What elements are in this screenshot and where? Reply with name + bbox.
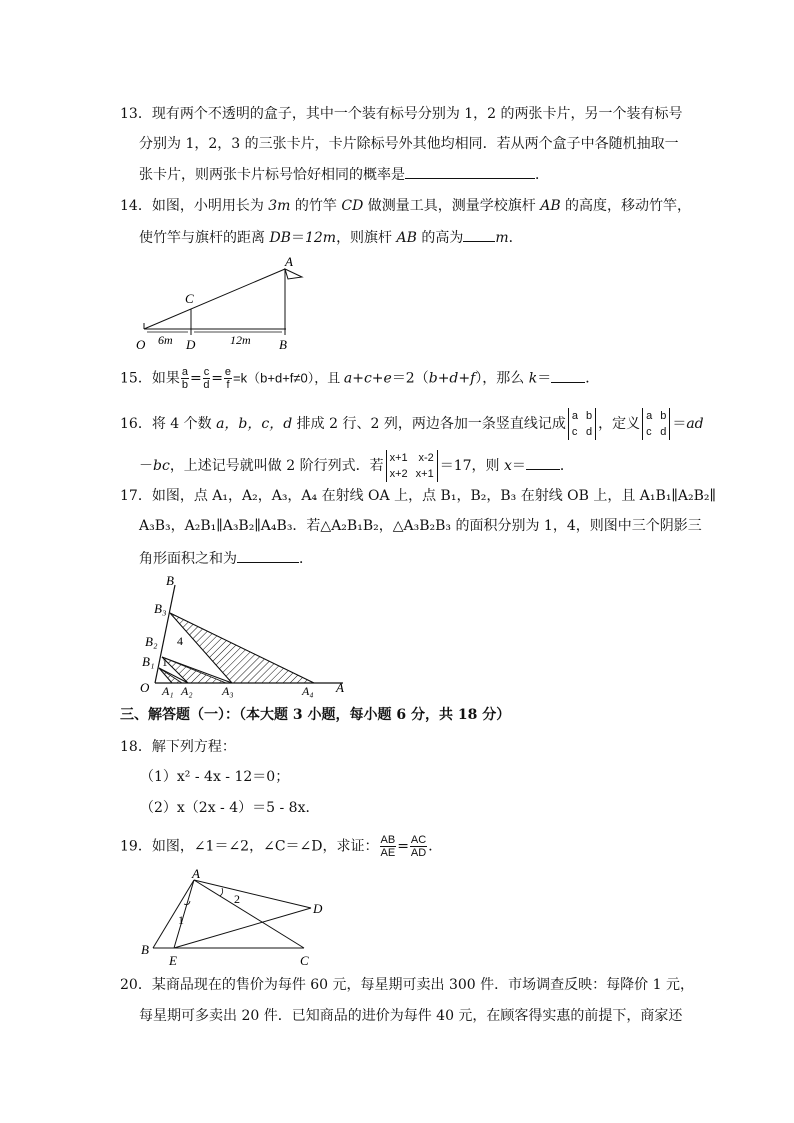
- q15-text: 15．如果: [120, 370, 180, 387]
- q14-dist: 12m: [304, 230, 337, 246]
- frac-num: AB: [380, 834, 396, 846]
- q16-text: ，上述记号就叫做 2 阶行列式．若: [169, 458, 384, 474]
- label-B1: B₁: [142, 654, 155, 669]
- q16-vars: a，b，c，d: [216, 416, 293, 432]
- frac-den: d: [203, 379, 210, 391]
- q13-line3-text: 张卡片，则两张卡片标号恰好相同的概率是: [139, 167, 405, 183]
- frac-den: AD: [410, 847, 427, 859]
- q16-text: ＝: [511, 458, 526, 474]
- q16-line2: [139, 450, 574, 482]
- q19-line: [120, 834, 442, 859]
- determinant-3: [386, 450, 438, 482]
- fraction-ac-ad: [410, 834, 427, 859]
- q14-text: ，则旗杆: [336, 230, 397, 246]
- det-cell: a: [571, 410, 578, 422]
- det-cell: d: [585, 426, 593, 438]
- q17-line3: [139, 548, 313, 569]
- label-A3: A₃: [222, 684, 234, 698]
- q14-end: ．: [508, 230, 523, 246]
- label-D: D: [313, 901, 323, 916]
- determinant-1: [568, 408, 596, 440]
- q14-db: DB: [269, 230, 291, 246]
- q14-text: 使竹竿与旗杆的距离: [139, 230, 270, 246]
- q15-text: ＝: [537, 370, 552, 387]
- label-B: B: [279, 337, 287, 352]
- label-B: B: [166, 573, 174, 588]
- q16-ad: ad: [686, 416, 704, 432]
- frac-num: e: [224, 366, 232, 378]
- label-E: E: [169, 953, 177, 968]
- q14-unit: m: [495, 230, 509, 246]
- q16-text: －: [139, 458, 153, 474]
- frac-num: a: [181, 366, 188, 378]
- label-A4: A₄: [302, 684, 314, 698]
- q14-ab2: AB: [396, 230, 417, 246]
- answer-blank: [551, 368, 585, 383]
- section-heading: 三、解答题（一）：（本大题 3 小题，每小题 6 分，共 18 分）: [120, 707, 511, 723]
- label-A2: A₂: [181, 684, 193, 698]
- det-cell: a: [646, 410, 653, 422]
- det-cell: c: [646, 426, 652, 438]
- det-cell: x+1: [415, 468, 434, 480]
- q14-text: 的竹竿: [290, 198, 342, 214]
- fraction-a-b: [181, 366, 189, 391]
- q13-line1: 13．现有两个不透明的盒子，其中一个装有标号分别为 1，2 的两张卡片，另一个装有标号: [120, 106, 683, 122]
- label-A: A: [336, 680, 344, 695]
- q16-x: x: [503, 458, 512, 474]
- q20-line2: 每星期可多卖出 20 件．已知商品的进价为每件 40 元，在顾客得实惠的前提下，商家还: [139, 1008, 683, 1024]
- label-6m: 6m: [158, 333, 173, 347]
- det-cell: x-2: [418, 452, 434, 464]
- area-label-1: 1: [162, 657, 168, 669]
- label-C: C: [300, 953, 309, 968]
- label-A: A: [192, 868, 200, 881]
- q15-text: ），那么: [475, 370, 529, 387]
- q19-figure: [138, 868, 338, 968]
- q14-text: 14．如图，小明用长为: [120, 198, 269, 214]
- q18-part1: （1）x² - 4x - 12＝0；: [140, 769, 290, 785]
- det-cell: x+2: [389, 468, 408, 480]
- q18-title: 18．解下列方程：: [120, 739, 236, 755]
- label-A1: A₁: [162, 684, 174, 698]
- frac-num: c: [203, 366, 210, 378]
- q14-text: 做测量工具，测量学校旗杆: [363, 198, 541, 214]
- answer-blank: [526, 455, 560, 470]
- q17-figure: [138, 573, 353, 701]
- frac-den: f: [226, 379, 230, 391]
- det-cell: b: [660, 410, 667, 422]
- answer-blank: [405, 164, 535, 179]
- answer-blank: [463, 227, 495, 242]
- frac-den: b: [181, 379, 188, 391]
- q14-text: ＝: [290, 230, 305, 246]
- fraction-e-f: [224, 366, 232, 391]
- q15-k: k: [528, 370, 538, 387]
- q18-part2: （2）x（2x - 4）＝5 - 8x．: [140, 800, 320, 816]
- q14-figure: [130, 255, 310, 355]
- q13-line3: [139, 164, 549, 185]
- frac-num: AC: [410, 834, 427, 846]
- q14-text: 的高为: [416, 230, 464, 246]
- q16-text: 16．将 4 个数: [120, 416, 217, 432]
- label-B: B: [141, 942, 149, 957]
- q15-line: [120, 366, 599, 391]
- frac-den: AE: [380, 847, 396, 859]
- area-label-4: 4: [177, 634, 183, 648]
- angle-label-1: 1: [178, 913, 184, 927]
- det-cell: b: [585, 410, 593, 422]
- q15-text: ＝2（: [391, 370, 429, 387]
- q20-line1: 20．某商品现在的售价为每件 60 元，每星期可卖出 300 件．市场调查反映：每降价 1 元，: [120, 977, 694, 993]
- q15-eq: =: [211, 370, 223, 387]
- q19-eq: =: [397, 838, 409, 855]
- q16-text: ＝: [672, 416, 687, 432]
- determinant-2: [642, 408, 670, 440]
- q15-end: ．: [585, 370, 600, 387]
- label-C: C: [185, 291, 194, 306]
- label-B2: B₂: [145, 634, 158, 649]
- q17-end: ．: [299, 551, 313, 567]
- label-O: O: [140, 680, 150, 695]
- label-D: D: [186, 337, 196, 352]
- angle-label-2: 2: [234, 892, 240, 906]
- answer-blank: [237, 548, 299, 563]
- det-cell: c: [571, 426, 578, 438]
- det-cell: d: [660, 426, 667, 438]
- fraction-c-d: [203, 366, 211, 391]
- q16-bc: bc: [153, 458, 170, 474]
- q16-end: ．: [559, 458, 574, 474]
- q15-eq: =: [189, 370, 202, 387]
- label-12m: 12m: [230, 333, 251, 347]
- q19-text: 19．如图，∠1＝∠2，∠C＝∠D，求证：: [120, 838, 379, 855]
- det-cell: x+1: [389, 452, 408, 464]
- fraction-ab-ae: [380, 834, 397, 859]
- q19-end: ．: [428, 838, 443, 855]
- q13-line2: 分别为 1，2，3 的三张卡片，卡片除标号外其他均相同．若从两个盒子中各随机抽取一: [139, 136, 679, 152]
- q15-ace: a+c+e: [343, 370, 392, 387]
- q16-text: ＝17，则: [439, 458, 504, 474]
- q16-line1: [120, 408, 704, 440]
- q14-text: 的高度，移动竹竿，: [560, 198, 692, 214]
- label-B3: B₃: [154, 601, 167, 616]
- q16-text: ，定义: [598, 416, 641, 432]
- q17-text: 角形面积之和为: [139, 551, 237, 567]
- q16-text: 排成 2 行、2 列，两边各加一条竖直线记成: [292, 416, 566, 432]
- q14-ab: AB: [540, 198, 561, 214]
- q17-line1: 17．如图，点 A₁，A₂，A₃，A₄ 在射线 OA 上，点 B₁，B₂，B₃ 在射线 OB 上，且 A₁B₁∥A₂B₂∥: [120, 488, 716, 504]
- q14-line1: [120, 196, 691, 216]
- label-A: A: [285, 255, 293, 269]
- q17-line2: A₃B₃，A₂B₁∥A₃B₂∥A₄B₃．若△A₂B₁B₂，△A₃B₂B₃ 的面积分别为 1，4，则图中三个阴影三: [139, 518, 702, 534]
- q15-text: =k（b+d+f≠0），且: [233, 370, 344, 386]
- q13-end: ．: [535, 167, 549, 183]
- label-O: O: [136, 337, 146, 352]
- q15-bdf: b+d+f: [428, 370, 476, 387]
- q14-len: 3m: [268, 198, 291, 214]
- q14-cd: CD: [341, 198, 364, 214]
- q14-line2: [139, 227, 523, 248]
